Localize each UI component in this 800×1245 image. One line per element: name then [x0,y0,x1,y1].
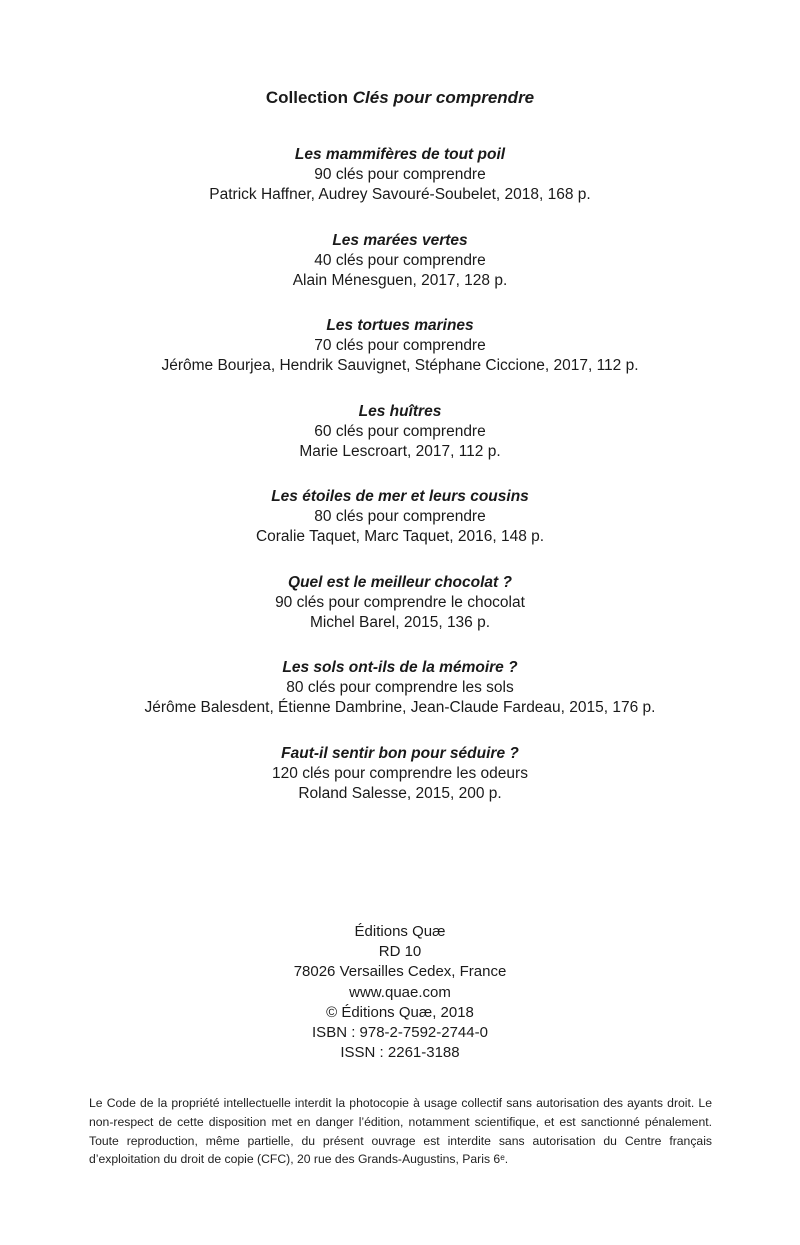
book-subtitle: 60 clés pour comprendre [314,422,486,440]
list-item [0,402,800,462]
list-item [0,658,800,718]
list-item [0,231,800,291]
book-title: Faut-il sentir bon pour séduire ? [281,744,519,762]
publisher-address: RD 10 [378,943,422,961]
book-subtitle: 80 clés pour comprendre les sols [286,679,514,696]
book-title: Les mammifères de tout poil [294,146,506,163]
list-item [0,744,800,804]
book-meta: Jérôme Bourjea, Hendrik Sauvignet, Stéphane Ciccione, 2017, 112 p. [161,357,639,374]
list-item [0,145,800,205]
book-meta: Jérôme Balesdent, Étienne Dambrine, Jean-Claude Fardeau, 2015, 176 p. [144,699,656,716]
copyright-line: © Éditions Quæ, 2018 [326,1003,474,1021]
book-meta: Roland Salesse, 2015, 200 p. [298,784,502,802]
list-item [0,573,800,633]
book-meta: Michel Barel, 2015, 136 p. [309,613,491,631]
issn-line: ISSN : 2261-3188 [340,1044,460,1062]
book-meta: Marie Lescroart, 2017, 112 p. [299,442,501,460]
book-subtitle: 90 clés pour comprendre [314,166,486,183]
isbn-line: ISBN : 978-2-7592-2744-0 [312,1024,488,1042]
book-subtitle: 90 clés pour comprendre le chocolat [275,593,525,611]
book-title: Les huîtres [358,402,442,420]
book-title: Les tortues marines [326,317,474,334]
book-subtitle: 70 clés pour comprendre [314,337,486,354]
book-title: Quel est le meilleur chocolat ? [288,573,512,591]
book-subtitle: 40 clés pour comprendre [314,251,486,269]
list-item [0,316,800,376]
collection-label: Collection [265,88,349,107]
list-item [0,487,800,547]
book-list [0,145,800,829]
book-meta: Alain Ménesguen, 2017, 128 p. [292,271,508,289]
collection-heading [0,86,800,110]
book-subtitle: 120 clés pour comprendre les odeurs [272,764,528,782]
series-name: Clés pour comprendre [352,88,535,107]
publisher-website: www.quae.com [349,983,451,1001]
publisher-block [0,922,800,1063]
book-meta: Coralie Taquet, Marc Taquet, 2016, 148 p. [255,528,545,545]
book-meta: Patrick Haffner, Audrey Savouré-Soubelet, 2018, 168 p. [209,186,591,203]
legal-notice: Le Code de la propriété intellectuelle interdit la photocopie à usage collectif sans autorisation des ayants droit. Le non-respect de cette disposition met en danger l’édition, notamment scientifique, et est sanctionné pénalement. Toute reproduction, même partielle, du présent ouvrage est interdite sans autorisation du Centre français d’exploitation du droit de copie (CFC), 20 rue des Grands-Augustins, Paris 6ᵉ. [89,1096,712,1167]
book-title: Les sols ont-ils de la mémoire ? [282,659,518,676]
book-title: Les marées vertes [332,231,468,249]
book-subtitle: 80 clés pour comprendre [314,508,486,525]
book-title: Les étoiles de mer et leurs cousins [271,488,529,505]
publisher-name: Éditions Quæ [354,923,446,940]
publisher-city: 78026 Versailles Cedex, France [293,963,507,981]
